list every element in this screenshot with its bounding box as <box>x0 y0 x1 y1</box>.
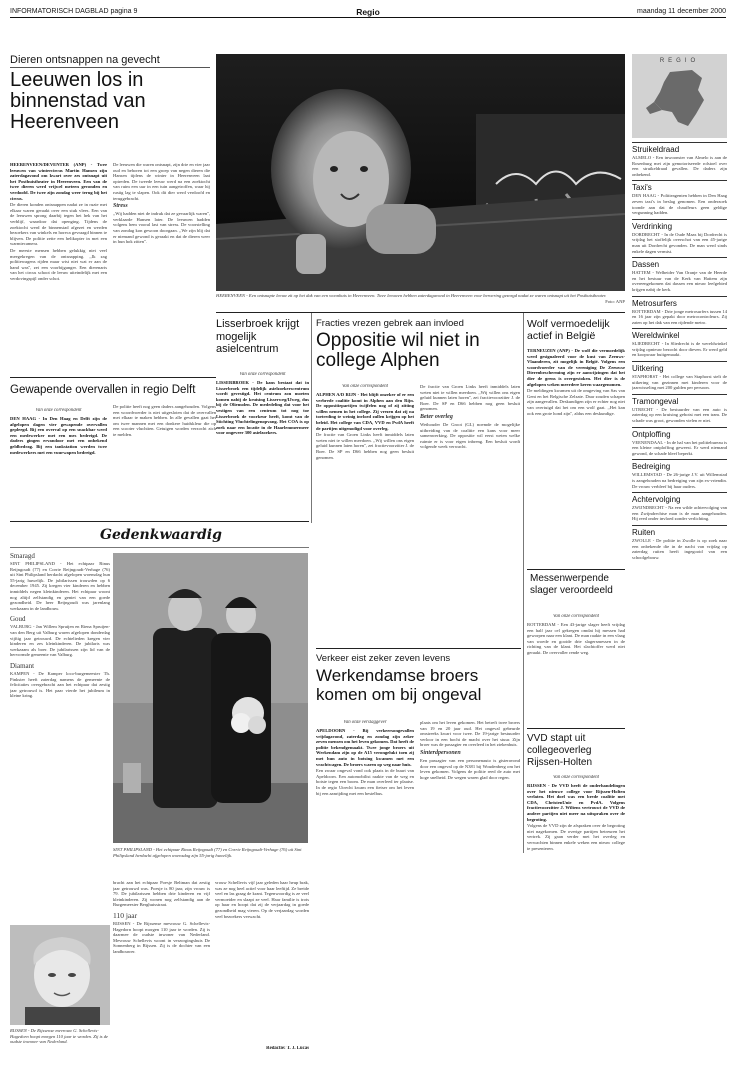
sidebar-brief-title: Taxi's <box>632 183 652 193</box>
slager-byline: Van onze correspondent <box>553 614 599 619</box>
alphen-headline: Oppositie wil niet in college Alphen <box>316 331 480 371</box>
gedenkwaardig-title: Gedenkwaardig <box>100 527 222 543</box>
sidebar-brief-text: SLIEDRECHT - In Sliedrecht is de wereldwinkel vrijdag opnieuw bezocht door dieven. Er werd geld en koopwaar buitgemaakt. <box>632 341 727 358</box>
overvallen-col2: De politie heeft nog geen daders aangehouden. Volgens een woordvoerder is niet uitgesloten dat de overvallen met elkaar te maken hebben. In alle gevallen gaat het om twee mannen met een donkere huidskleur die op een scooter vluchtten. Getuigen worden verzocht zich te melden. <box>113 404 216 437</box>
sidebar-brief <box>632 180 727 215</box>
sidebar-brief-text: ZWIJNDRECHT - Na een wilde achtervolging van een Zwijndrechtse man is de man aangehouden. Hij reed onder invloed zonder verlichting. <box>632 505 727 522</box>
werkendamse-headline: Werkendamse broers komen om bij ongeval <box>316 666 482 704</box>
sidebar-brief <box>632 427 727 457</box>
sidebar-brief <box>632 394 727 424</box>
lead-col2: De leeuwen die waren ontsnapt, zijn drie en vier jaar oud en behoren tot een groep van negen dieren die Hansen tijdens de winter in Heerenveen laat optreden. De tweede leeuw werd na een zoektocht van ruim een uur in een tuin aangetroffen, waar hij rustig lag te slapen. Ook dit dier werd verdoofd en teruggebracht. Stress ,,Wij hadden niet de indruk dat ze gevaarlijk waren'', verklaarde Hansen later. De leeuwen hadden volgens hem vooral last van stress. De voorstelling van zondag kon gewoon doorgaan. ,,We zijn blij dat er niemand gewond is geraakt en dat de dieren weer in hun hok zitten''. <box>113 162 210 245</box>
sidebar-brief-text: DEN HAAG - Politieagenten hebben in Den Haag zeven taxi's in beslag genomen. Een onderzoek toonde aan dat de chauffeurs geen geldige vergunning hadden. <box>632 193 727 216</box>
slager-headline: Messenwerpende slager veroordeeld <box>530 573 613 596</box>
section-title: Regio <box>356 7 380 17</box>
sidebar-brief-title: Verdrinking <box>632 221 673 231</box>
werkendamse-col2: plaats om het leven gekomen. Het betreft twee broers van 19 en 20 jaar oud. Het ongeval gebeurde omstreeks kwart voor twee. De 19-jarige bestuurder verloor in een bocht de macht over het stuur. Zijn broer was de passagier en overleed in het ziekenhuis. Sinterdpersonen Een passagier van een personenauto is gisteravond door een ongeval op de N381 bij Woudenberg om het leven gekomen. Volgens de politie reed de auto met hoge snelheid. De wegen waren glad door regen. <box>420 720 520 780</box>
sidebar-brief <box>632 525 727 560</box>
sidebar-brief-title: Tramongeval <box>632 396 679 406</box>
sidebar-brief-text: ROTTERDAM - Drie jonge metrosurfers tussen 14 en 16 jaar zijn gepakt door metrocontroleurs. Zij zaten op het dak van een rijdende metro. <box>632 308 727 325</box>
vvd-headline: VVD stapt uit collegeoverleg Rijssen-Holten <box>527 733 593 768</box>
overvallen-byline: Van onze correspondent <box>35 408 82 413</box>
sidebar-brief <box>632 492 727 522</box>
sidebar-brief-title: Metrosurfers <box>632 298 677 308</box>
alphen-byline: Van onze correspondent <box>342 384 388 389</box>
netherlands-map-icon <box>632 64 727 134</box>
regio-sidebar-list <box>632 142 727 1060</box>
lisserbroek-headline: Lisserbroek krijgt mogelijk asielcentrum <box>216 318 300 355</box>
slager-body: ROTTERDAM - Een 43-jarige slager heeft vrijdag een half jaar cel gekregen omdat hij messen had geworpen naar een klant. De man raakte in een vlaag van woede en gooide drie slagersmessen in de richting van de klant. Het slachtoffer werd niet geraakt. De overvaller rende weg. <box>527 622 625 655</box>
alphen-col2: De fractie van Groen Links heeft inmiddels laten weten niet te willen meedoen. ,,Wij willen ons eigen geluid kunnen laten horen'', zei fractievoorzitter J. de Boer. De SP en D66 hebben nog geen besluit genomen. Beter overleg Wethouder De Groot (GL) noemde de mogelijke uitbreiding van de coalitie een kans voor meer samenwerking. De oppositie wil eerst weten welke ruimte er is voor eigen inbreng. Een besluit wordt volgende week verwacht. <box>420 384 520 450</box>
couple-photo-caption: SINT PHILIPSLAND - Het echtpaar Rinus Reijngoudt (77) en Corrie Reijngoudt-Verhage (76) uit Sint Philipsland herdacht afgelopen woensdag zijn 55-jarig huwelijk. <box>113 847 302 858</box>
lion-photo-credit: Foto: ANP <box>605 298 625 304</box>
werkendamse-byline: Van onze verslaggever <box>343 720 387 725</box>
gedenkwaardig-col3: vrouw Schellevis vijf jaar geleden haar heup brak, was ze nog heel actief voor haar leeftijd. Ze breide veel en las graag de krant. Tegenwoordig is ze veel vermoeider en slaapt ze veel. Haar familie is trots op haar en hoopt dat zij de verjaardag in goede gezondheid mag vieren. Op de verjaardag worden veel bezoekers verwacht. <box>215 880 309 919</box>
sidebar-brief-text: ZWOLLE - De politie in Zwolle is op zoek naar een onbekende die in de nacht van vrijdag op zaterdag ruiten heeft ingegooid van een schoolgebouw. <box>632 537 727 560</box>
lisserbroek-byline: Van onze correspondent <box>239 372 286 377</box>
regio-sidebar-header <box>632 54 727 138</box>
sidebar-brief-title: Struikeldraad <box>632 145 680 154</box>
page-header <box>10 6 726 18</box>
alphen-col1: ALPHEN A/D RIJN - Het blijft onzeker of er een verbrede coalitie komt in Alphen aan den Rijn. De oppositiepartijen twijfelen nog of zij zitting willen nemen in het college. Zij vrezen dat zij na toetreding te weinig invloed zullen krijgen op het beleid. Het college van CDA, VVD en PvdA heeft de partijen uitgenodigd voor overleg. De fractie van Groen Links heeft inmiddels laten weten niet te willen meedoen. ,,Wij willen ons eigen geluid kunnen laten horen'', zei fractievoorzitter J. de Boer. De SP en D66 hebben nog geen besluit genomen. <box>316 392 414 460</box>
sidebar-brief-text: UTRECHT - De bestuurder van een auto is zaterdag op een kruising gebotst met een tram. De schade was groot, gewonden vielen er niet. <box>632 406 727 424</box>
sidebar-brief-title: Uitkering <box>632 364 664 374</box>
jaar110-title: 110 jaar <box>113 910 138 920</box>
sidebar-brief <box>632 459 727 489</box>
lion-photo-caption: HEERENVEEN - Een ontsnapte leeuw zit op het dak van een woonhuis in Heerenveen. Twee leeuwen hebben zaterdagavond in Heerenveen voor beroering gezorgd nadat ze waren ontsnapt uit het Posthuistheater. Foto: ANP <box>216 293 625 304</box>
sidebar-brief-text: STAPHORST - Het college van Staphorst stelt de uitkering van gezinnen met kinderen voor de jaarwisseling met 200 gulden per persoon. <box>632 374 727 391</box>
couple-photo <box>113 553 308 843</box>
werkendamse-kicker: Verkeer eist zeker zeven levens <box>316 653 451 664</box>
lion-photo <box>216 54 625 291</box>
sidebar-brief-title: Wereldwinkel <box>632 331 680 341</box>
sidebar-brief <box>632 219 727 254</box>
goud-title: Goud <box>10 615 26 624</box>
vvd-body: RIJSSEN - De VVD heeft de onderhandelingen over het nieuwe college voor Rijssen-Holten verlaten. Het doel was een brede coalitie met CDA, ChristenUnie en PvdA. Volgens fractievoorzitter J. Wiltens vertrouwt de VVD de andere partijen niet meer na uitspraken over de begroting. Volgens de VVD zijn de afspraken over de begroting niet nagekomen. De overige partijen betreuren het vertrek. Zij gaan verder met het overleg en verwachten binnen enkele weken een nieuw college te presenteren. <box>527 783 625 851</box>
sidebar-brief-text: ALMELO - Een inwoonster van Almelo is aan de Rosenburg met zijn gemotoriseerde rolstoel over een struikeldraad gevallen. De daders zijn onbekend. <box>632 155 727 177</box>
sidebar-brief <box>632 361 727 391</box>
lead-col1: HEERENVEEN/DEVENTER (ANP) - Twee leeuwen van wintercircus Martin Hansen zijn zaterdagavond om kwart over zes ontsnapt uit het Posthuistheater in Heerenveen. Een van de twee dieren werd vrijwel meteen gevonden en verdoofd. De twee zijn zondag weer terug bij het circus. De dieren konden ontsnappen nadat ze in ruzie met elkaar waren geraakt over een stuk vlees. Een van de leeuwen sprong daarbij tegen het hek van het verblijf, waardoor dat openging. Tijdens de zoektocht werd de binnenstad afgezet en werden bezoekers van winkels en horeca gevraagd binnen te blijven. De politie zette een helikopter in met een warmtecamera. De meeste mensen hebben gelukkig niet veel meegekregen van de ontsnapping. ,,Ik zag politiewagens rijden maar wist niet wat er aan de hand was'', zei een voorbijganger. Een dierenarts van het circus schoot de leeuw uiteindelijk met een verdovingspijl onder schot. <box>10 162 107 281</box>
diamant-title: Diamant <box>10 661 35 670</box>
werkendamse-col1: APELDOORN - Bij verkeersongevallen vrijdagavond, zaterdag en zondag zijn zeker zeven mensen om het leven gekomen. Dat heeft de politie bekendgemaakt. Twee jonge broers uit Werkendam zijn op de A15 verongelukt toen zij met hun auto in botsing kwamen met een vrachtwagen. De broers waren op weg naar huis. Een zwaar ongeval vond ook plaats in de buurt van Apeldoorn. Een automobilist raakte van de weg en botste tegen een boom. De man overleed ter plaatse. In de regio Utrecht kwam een fietser om het leven bij een aanrijding met een bestelbus. <box>316 728 414 796</box>
sidebar-brief-title: Ontploffing <box>632 429 671 439</box>
gedenkwaardig-col1: Smaragd SINT PHILIPSLAND - Het echtpaar Rinus Reijngoudt (77) en Corrie Reijngoudt-Verhage (76) uit Sint Philipsland herdacht afgelopen woensdag hun 55-jarig huwelijk. De jubilarissen trouwden op 6 december 1945. Zij kregen vier kinderen en hebben inmiddels negen kleinkinderen. Het echtpaar woont nog altijd zelfstandig en geniet van een goede gezondheid. De heer Reijngoudt was jarenlang werkzaam in de landbouw. Goud VALBURG - Jan Willem Spruijen en Riena Spruijen-van den Berg uit Valburg waren afgelopen donderdag vijftig jaar getrouwd. De echtelieden kregen vier kinderen en zes kleinkinderen. De jubilaris was werkzaam als boer. De jubilarissen zijn lid van de hervormde gemeente van Valburg. Diamant KAMPEN - De Kamper loco-burgemeester Th. Pinkster heeft zaterdag namens de gemeente de felicitaties overgebracht aan het echtpaar dat zestig jaar getrouwd is. Het paar vierde het jubileum in kleine kring. <box>10 552 110 699</box>
wolf-body: TERNEUZEN (ANP) - De wolf die vermoedelijk werd gesignaleerd voor de kust van Zeeuws-Vlaanderen, zit mogelijk in België. Volgens een woordvoerder van de vereniging De Zeeuwse Dierenbescherming zijn er aanwijzingen dat het dier de grens is overgestoken. Het dier is de afgelopen weken meerdere keren waargenomen. De meldingen kwamen uit de omgeving van Sas van Gent en het Belgische Zelzate. Daar zouden schapen zijn aangevallen. Deskundigen zijn er echter nog niet van overtuigd dat het om een wolf gaat. ,,Het kan ook een grote hond zijn'', aldus een deskundige. <box>527 348 625 416</box>
sidebar-brief-title: Ruiten <box>632 527 656 537</box>
sidebar-brief-text: WILLEMSTAD - De 26-jarige J.V. uit Willemstad is aangehouden na bedreiging van zijn ex-vriendin. De vrouw verbleef bij haar ouders. <box>632 472 727 489</box>
vvd-byline: Van onze correspondent <box>553 775 599 780</box>
overvallen-col1: DEN HAAG - In Den Haag en Delft zijn de afgelopen dagen vier gewapende overvallen gepleegd. Bij een overval op een snackbar werd een medewerker met een mes bedreigd. De daders gingen ervandoor met een onbekend geldbedrag. Bij een tankstation werden twee medewerkers met een vuurwapen bedreigd. <box>10 416 107 455</box>
sidebar-brief-text: VEENENDAAL - In de hal van het politiebureau is een kleine ontploffing geweest. Er werd niemand gewond, de schade bleef beperkt. <box>632 439 727 456</box>
lisserbroek-body: LISSERBROEK - De kans bestaat dat in Lisserbroek een tijdelijk asielzoekerscentrum wordt gevestigd. Het centrum zou moeten komen nabij de kruising Lisserweg/IJweg, dus bij de Oliemolen. De mededeling dat voor het vestigen van een centrum tot nog toe Lisserbroek de voorkeur heeft, komt van de Stichting Vluchtelingenopvang. Het COA is op zoek naar een locatie in de Haarlemmermeer voor ongeveer 300 asielzoekers. <box>216 380 309 436</box>
sidebar-brief <box>632 296 727 326</box>
gedenkwaardig-footer: Redactie: T. J. Lucas <box>266 1046 309 1051</box>
elderly-woman-caption: RIJSSEN - De Rijssense mevrouw G. Schellevis-Hagedorn hoopt morgen 110 jaar te worden. Zij is de oudste inwoner van Nederland. <box>10 1028 109 1044</box>
overvallen-headline: Gewapende overvallen in regio Delft <box>10 384 196 396</box>
gedenkwaardig-col2: bracht aan het echtpaar Poesje Beltman dat zestig jaar getrouwd was. Poesje is 80 jaar, zijn vrouw is 79. De jubilarissen hebben drie kinderen en vijf kleinkinderen. Zij wonen nog zelfstandig aan de Burgemeester Berghuisstraat. 110 jaar RIJSSEN - De Rijssense mevrouw G. Schellevis-Hagedorn hoopt morgen 110 jaar te worden. Zij is daarmee de oudste inwoner van Nederland. Mevrouw Schellevis woont in verzorgingshuis De Sonnenberg in Rijssen. Zij is de dochter van een landbouwer. <box>113 880 210 954</box>
sidebar-brief-text: HATTEM - Welbeider Van Oranje van de Heerde en het bestuur van de Kerk van Hattem zijn overeengekomen dat dassen een nieuw leefgebied krijgen nabij de kerk. <box>632 270 727 292</box>
sidebar-brief <box>632 257 727 292</box>
sidebar-brief-title: Bedreiging <box>632 462 671 472</box>
alphen-kicker: Fracties vrezen gebrek aan invloed <box>316 318 464 329</box>
lead-kicker: Dieren ontsnappen na gevecht <box>10 54 160 66</box>
wolf-headline: Wolf vermoedelijk actief in België <box>527 318 610 342</box>
sidebar-brief <box>632 328 727 358</box>
sidebar-brief <box>632 142 727 177</box>
sidebar-brief-text: DORDRECHT - In de Oude Maas bij Dordrecht is vrijdag het stoffelijk overschot van een 45-jarige man uit Dordrecht gevonden. De man werd sinds enkele dagen vermist. <box>632 231 727 254</box>
sidebar-brief-title: Dassen <box>632 260 660 270</box>
paper-name: INFORMATORISCH DAGBLAD pagina 9 <box>10 8 138 15</box>
elderly-woman-photo <box>10 925 110 1025</box>
sidebar-brief-title: Achtervolging <box>632 495 681 505</box>
smaragd-title: Smaragd <box>10 552 35 560</box>
lead-headline: Leeuwen los in binnenstad van Heerenveen <box>10 70 146 133</box>
publication-date: maandag 11 december 2000 <box>637 8 726 15</box>
regio-title: REGIO <box>659 58 700 64</box>
